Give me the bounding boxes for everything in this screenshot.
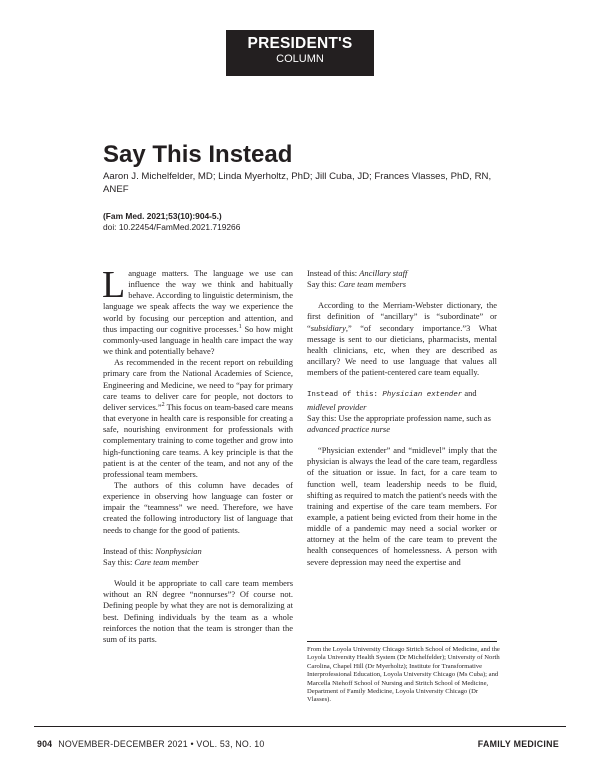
paragraph-ancillary: According to the Merriam-Webster dictionary, the first definition of “ancillary” is “subordinate” or “subsidiary,” “of secondary importance.”3 What message is sent to our dieticians, pharmacists, mental health clinicians, etc, when they are described as ancillary? We need to use language that values all members of the patient-centered care team equally. xyxy=(307,300,497,378)
header-line1: PRESIDENT'S xyxy=(247,35,353,52)
paragraph-authors: The authors of this column have decades of experience in observing how language can foster or impair the “teamness” we need. Therefore, we have created the following introductory list of language that needs to change for the good of patients. xyxy=(103,479,293,535)
citation-block xyxy=(103,211,240,233)
example-nonphysician-instead: Instead of this: Nonphysician xyxy=(103,545,202,556)
example-extender-say: Say this: Use the appropriate profession name, such as advanced practice nurse xyxy=(307,412,491,434)
drop-cap: L xyxy=(102,264,126,306)
article-title: Say This Instead xyxy=(103,141,293,168)
issue-info: NOVEMBER-DECEMBER 2021 • VOL. 53, NO. 10 xyxy=(58,739,265,749)
column-header xyxy=(226,30,374,76)
author-list: Aaron J. Michelfelder, MD; Linda Myerholtz, PhD; Jill Cuba, JD; Frances Vlasses, PhD, RN, ANEF xyxy=(103,171,492,195)
paragraph-nonnurses: Would it be appropriate to call care team members without an RN degree “nonnurses”? Of course not. Defining people by what they are not is demoralizing at best. Defining individuals by the team as a whole reinforces the notion that the team is stronger than the sum of its parts. xyxy=(103,578,293,644)
footnote-divider xyxy=(307,641,497,642)
paragraph-recommendation: As recommended in the recent report on rebuilding primary care from the National Academies of Science, Engineering and Medicine, we need to “pay for primary care teams to deliver care for people, not doctors to deliver services.”$^2$ This focus on team-based care means that everyone in health care is responsible for creating a safe, nourishing environment for professionals with complementary training to come together and grow into high-functioning care teams. A key principle is that the patient is at the center of the team, and not any of the professional team members. xyxy=(103,357,293,479)
footer-divider xyxy=(34,726,566,727)
paragraph-extender: “Physician extender” and “midlevel” imply that the physician is always the lead of the care team, regardless of the situation or issue. In fact, for a care team to function well, team leadership needs to be fluid, shifting as required to match the patient's needs with the training and expertise of the care team members. For example, a patient being evicted from their home in the middle of a pandemic may need a social worker or attorney at the helm of the care team to prevent the health consequences of homelessness. A person with severe depression may need the expertise and xyxy=(307,445,497,567)
paragraph-intro: Language matters. The language we use can influence the way we think and habitually behave. According to linguistic determinism, the language we speak affects the way we experience the world by focusing our perception and attention, and thus impacting our cognitive processes.$^1$ So how might commonly-used language in health care impact the way we think and potentially behave? xyxy=(102,264,293,357)
page-number: 904 xyxy=(37,739,53,749)
example-extender-instead: Instead of this: Physician extender and midlevel provider xyxy=(307,388,477,412)
journal-name: FAMILY MEDICINE xyxy=(477,739,559,749)
doi: doi: 10.22454/FamMed.2021.719266 xyxy=(103,222,241,232)
citation: (Fam Med. 2021;53(10):904-5.) xyxy=(103,211,222,221)
affiliation-footnote: From the Loyola University Chicago Stritch School of Medicine, and the Loyola University Health System (Dr Michelfelder); University of North Carolina, Chapel Hill (Dr Myerholtz); Institute for Transformative Interprofessional Education, Loyola University Chicago (Ms Cuba); and Marcella Niehoff School of Nursing and Stritch School of Medicine, Department of Family Medicine, Loyola University Chicago (Dr Vlasses). xyxy=(307,646,500,704)
example-ancillary-say: Say this: Care team members xyxy=(307,279,407,290)
example-nonphysician-say: Say this: Care team member xyxy=(103,556,199,567)
example-ancillary-instead: Instead of this: Ancillary staff xyxy=(307,268,408,278)
footer-issue xyxy=(37,739,264,749)
left-column xyxy=(102,264,293,645)
right-column xyxy=(307,268,497,568)
header-line2: COLUMN xyxy=(276,53,324,65)
